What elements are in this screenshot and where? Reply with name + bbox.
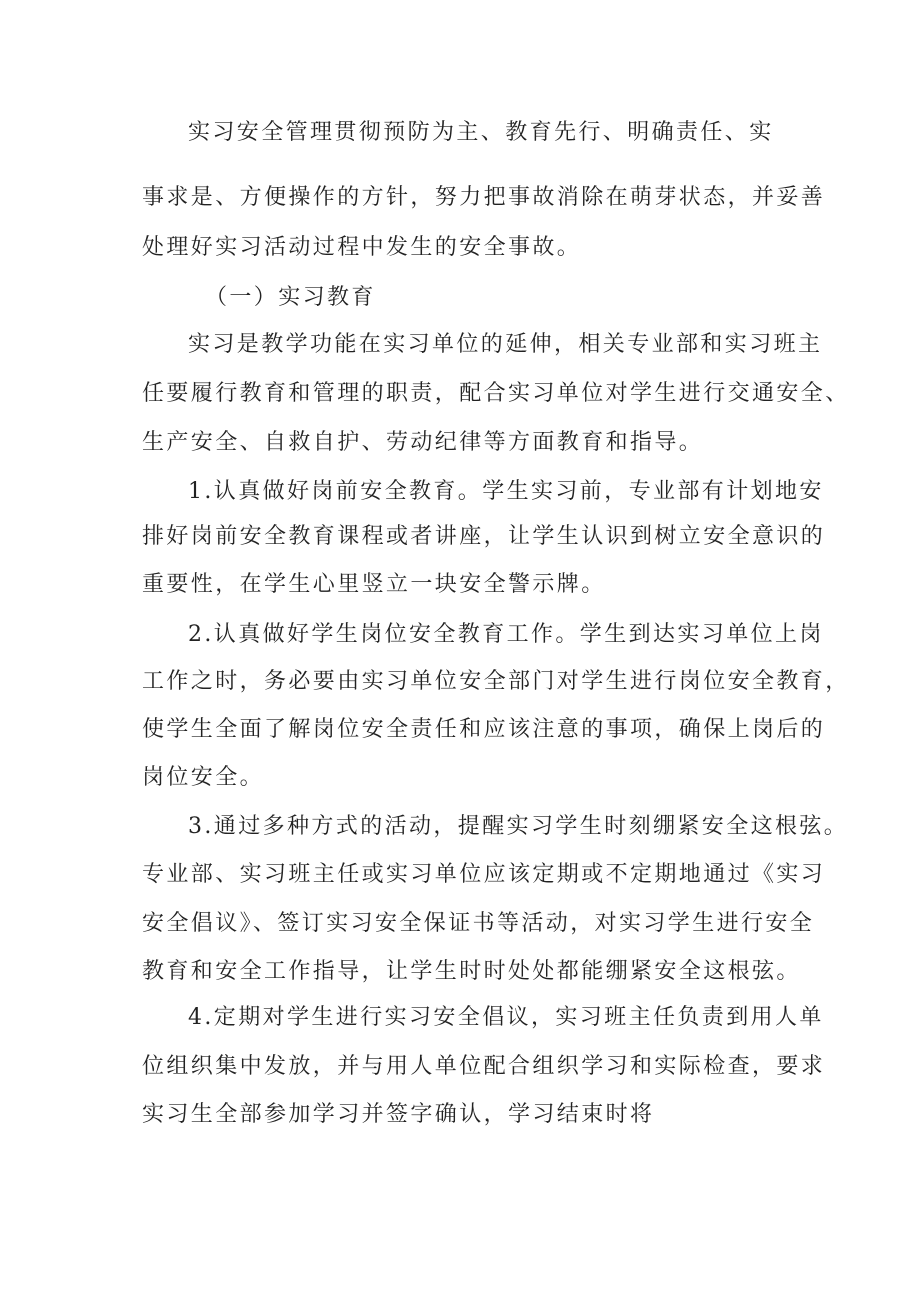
paragraph-line: 任要履行教育和管理的职责，配合实习单位对学生进行交通安全、 [142, 381, 850, 406]
paragraph-line: 教育和安全工作指导，让学生时时处处都能绷紧安全这根弦。 [142, 959, 801, 984]
paragraph-line: 实习生全部参加学习并签字确认，学习结束时将 [142, 1102, 655, 1127]
paragraph-line: 3.通过多种方式的活动，提醒实习学生时刻绷紧安全这根弦。 [188, 814, 849, 839]
paragraph-line: 实习是教学功能在实习单位的延伸，相关专业部和实习班主 [188, 332, 823, 357]
paragraph-line: 专业部、实习班主任或实习单位应该定期或不定期地通过《实习 [142, 862, 826, 887]
paragraph-line: 工作之时，务必要由实习单位安全部门对学生进行岗位安全教育， [142, 669, 850, 694]
section-heading: （一）实习教育 [205, 285, 376, 310]
paragraph-line: 实习安全管理贯彻预防为主、教育先行、明确责任、实 [188, 120, 774, 145]
paragraph-line: 事求是、方便操作的方针，努力把事故消除在萌芽状态，并妥善 [142, 185, 826, 210]
paragraph-line: 2.认真做好学生岗位安全教育工作。学生到达实习单位上岗 [188, 622, 824, 647]
paragraph-line: 1.认真做好岗前安全教育。学生实习前，专业部有计划地安 [188, 479, 824, 504]
paragraph-line: 位组织集中发放，并与用人单位配合组织学习和实际检查，要求 [142, 1054, 826, 1079]
paragraph-line: 安全倡议》、签订实习安全保证书等活动，对实习学生进行安全 [142, 911, 815, 936]
paragraph-line: 使学生全面了解岗位安全责任和应该注意的事项，确保上岗后的 [142, 717, 826, 742]
paragraph-line: 处理好实习活动过程中发生的安全事故。 [142, 235, 582, 260]
paragraph-line: 4.定期对学生进行实习安全倡议，实习班主任负责到用人单 [188, 1005, 824, 1030]
paragraph-line: 重要性，在学生心里竖立一块安全警示牌。 [142, 572, 606, 597]
paragraph-line: 排好岗前安全教育课程或者讲座，让学生认识到树立安全意识的 [142, 524, 826, 549]
paragraph-line: 生产安全、自救自护、劳动纪律等方面教育和指导。 [142, 430, 704, 455]
paragraph-line: 岗位安全。 [142, 765, 265, 790]
